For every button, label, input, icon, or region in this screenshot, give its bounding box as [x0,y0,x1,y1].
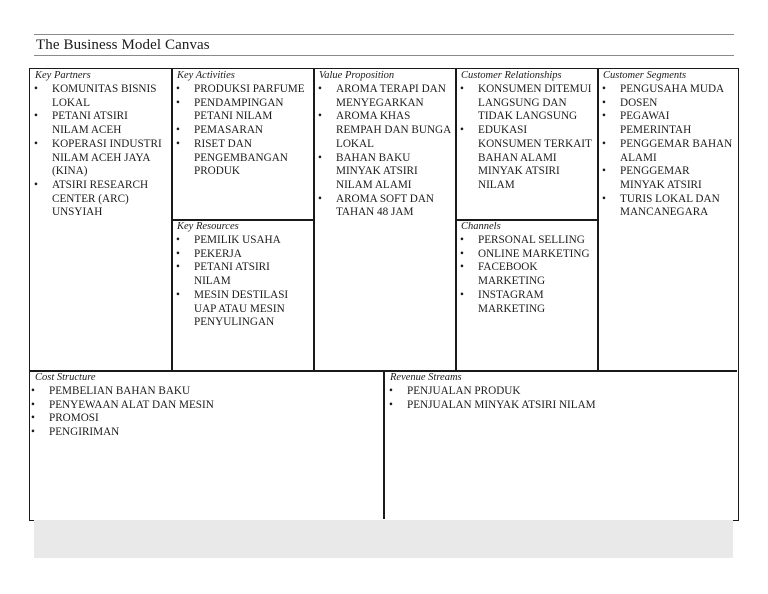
key-resources-list [172,234,313,330]
value-proposition-list [314,83,455,220]
list-item: • ONLINE MARKETING [460,248,593,262]
cost-structure-box [30,371,384,520]
divider [383,370,385,519]
customer-segments-heading: Customer Segments [603,70,687,81]
key-activities-list [172,83,313,179]
list-item: • PENYEWAAN ALAT DAN MESIN [31,399,380,413]
list-item: • PEMASARAN [176,124,309,138]
list-item: • EDUKASI KONSUMEN TERKAIT BAHAN ALAMI MINYAK ATSIRI NILAM [460,124,593,193]
revenue-streams-box [385,371,737,520]
key-resources-heading: Key Resources [177,221,239,232]
customer-segments-list [598,83,737,220]
list-item: • PROMOSI [31,412,380,426]
list-item: • PENJUALAN MINYAK ATSIRI NILAM [389,399,733,413]
list-item: • PENGUSAHA MUDA [602,83,733,97]
list-item: • KOMUNITAS BISNIS LOKAL [34,83,167,110]
customer-relationships-heading: Customer Relationships [461,70,562,81]
list-item: • PENGIRIMAN [31,426,380,440]
list-item: • ATSIRI RESEARCH CENTER (ARC) UNSYIAH [34,179,167,220]
divider [313,69,315,370]
key-partners-heading: Key Partners [35,70,91,81]
business-model-canvas [29,68,739,521]
revenue-streams-heading: Revenue Streams [390,372,462,383]
list-item: • PENGGEMAR BAHAN ALAMI [602,138,733,165]
channels-heading: Channels [461,221,501,232]
list-item: • PENDAMPINGAN PETANI NILAM [176,97,309,124]
customer-relationships-list [456,83,597,193]
list-item: • PEKERJA [176,248,309,262]
footer-strip [34,520,733,558]
list-item: • PENJUALAN PRODUK [389,385,733,399]
list-item: • AROMA KHAS REMPAH DAN BUNGA LOKAL [318,110,451,151]
list-item: • PEMBELIAN BAHAN BAKU [31,385,380,399]
list-item: • PRODUKSI PARFUME [176,83,309,97]
list-item: • BAHAN BAKU MINYAK ATSIRI NILAM ALAMI [318,152,451,193]
divider [597,69,599,370]
cost-structure-heading: Cost Structure [35,372,96,383]
customer-relationships-box [456,69,597,219]
title-bar [34,34,734,56]
document-title: The Business Model Canvas [36,37,210,53]
list-item: • AROMA TERAPI DAN MENYEGARKAN [318,83,451,110]
list-item: • PENGGEMAR MINYAK ATSIRI [602,165,733,192]
key-partners-list [30,83,171,220]
list-item: • RISET DAN PENGEMBANGAN PRODUK [176,138,309,179]
list-item: • PEMILIK USAHA [176,234,309,248]
divider [456,219,597,221]
value-proposition-box [314,69,455,370]
list-item: • AROMA SOFT DAN TAHAN 48 JAM [318,193,451,220]
key-activities-box [172,69,313,219]
list-item: • PETANI ATSIRI NILAM ACEH [34,110,167,137]
value-proposition-heading: Value Proposition [319,70,395,81]
divider [172,219,313,221]
list-item: • KOPERASI INDUSTRI NILAM ACEH JAYA (KINA) [34,138,167,179]
list-item: • PEGAWAI PEMERINTAH [602,110,733,137]
cost-structure-list [30,385,384,440]
list-item: • PETANI ATSIRI NILAM [176,261,309,288]
list-item: • TURIS LOKAL DAN MANCANEGARA [602,193,733,220]
channels-box [456,220,597,370]
list-item: • DOSEN [602,97,733,111]
channels-list [456,234,597,316]
revenue-streams-list [385,385,737,412]
customer-segments-box [598,69,737,370]
list-item: • INSTAGRAM MARKETING [460,289,593,316]
key-partners-box [30,69,171,370]
list-item: • KONSUMEN DITEMUI LANGSUNG DAN TIDAK LANGSUNG [460,83,593,124]
list-item: • PERSONAL SELLING [460,234,593,248]
key-activities-heading: Key Activities [177,70,235,81]
list-item: • MESIN DESTILASI UAP ATAU MESIN PENYULINGAN [176,289,309,330]
list-item: • FACEBOOK MARKETING [460,261,593,288]
key-resources-box [172,220,313,370]
